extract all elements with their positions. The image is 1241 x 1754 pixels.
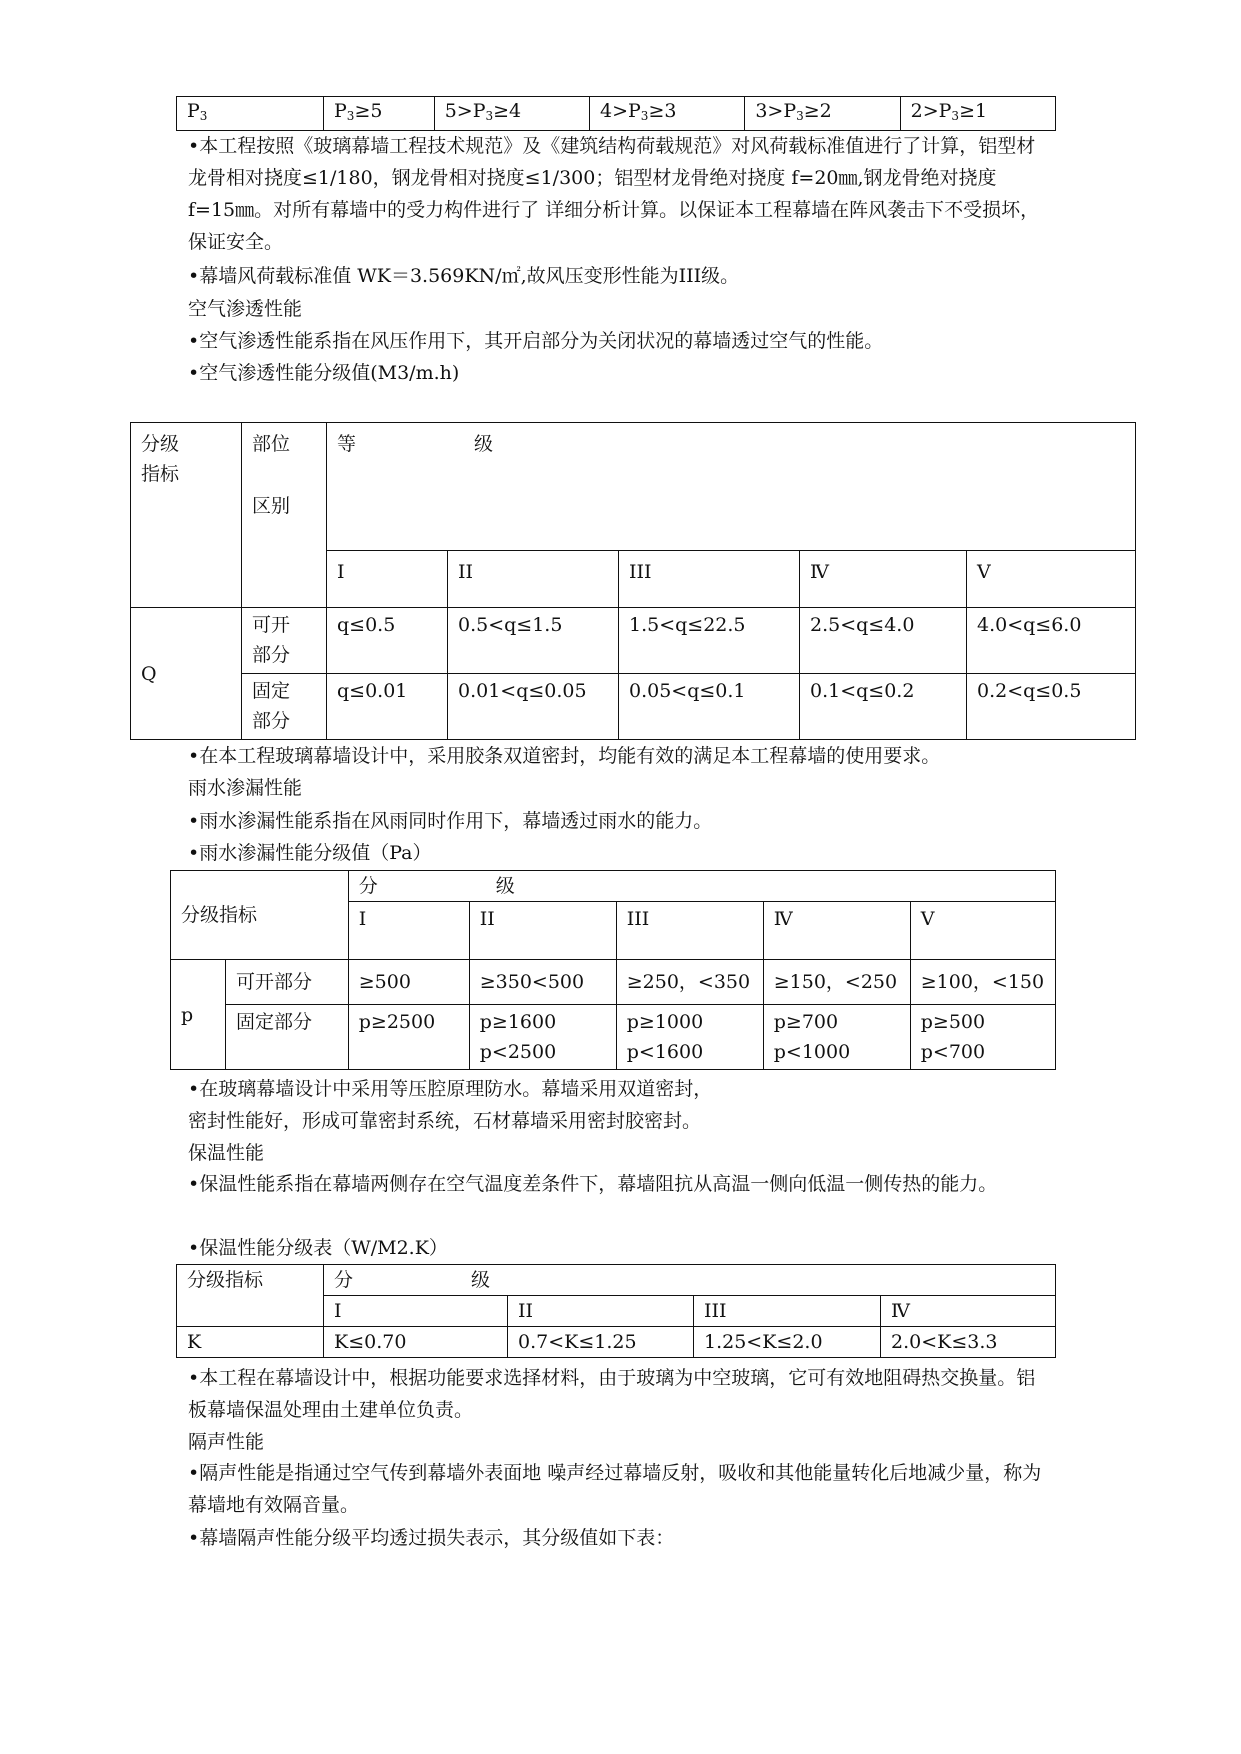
grade-label: I <box>348 902 469 960</box>
wind-paragraph: •本工程按照《玻璃幕墙工程技术规范》及《建筑结构荷载规范》对风荷载标准值进行了计算，铝型材龙骨相对挠度≤1/180，钢龙骨相对挠度≤1/300；铝型材龙骨绝对挠度 f=20㎜,钢龙骨绝对挠度 f=15㎜。对所有幕墙中的受力构件进行了 详细分析计算。以保证本工程幕墙在阵风袭击下不受损坏，保证安全。 <box>188 135 1040 253</box>
grade-label: I <box>324 1296 508 1327</box>
grade-label: Ⅳ <box>800 551 967 608</box>
header-index-cell: 分级指标 <box>177 1265 324 1327</box>
header-part-line2: 区别 <box>252 495 291 517</box>
value-line: p≥700 <box>773 1011 839 1033</box>
value-cell: 1.5<q≤22.5 <box>619 608 800 674</box>
heat-insulation-table <box>176 1264 1056 1358</box>
table-row <box>177 97 1056 131</box>
p3-cell: $P_3\ge 5$ <box>324 97 435 131</box>
header-grade-char1: 分 <box>358 875 378 897</box>
table-row <box>131 674 1136 740</box>
p3-cell: $P_3$ <box>177 97 324 131</box>
value-cell <box>348 1005 469 1070</box>
q-label: Q <box>131 608 242 740</box>
value-cell: 4.0<q≤6.0 <box>967 608 1136 674</box>
header-grade-char1: 分 <box>334 1269 354 1291</box>
value-cell: 1.25<K≤2.0 <box>694 1327 881 1358</box>
air-permeability-table <box>130 422 1136 740</box>
wind-value-line: •幕墙风荷载标准值 WK＝3.569KN/㎡,故风压变形性能为III级。 <box>188 265 740 287</box>
value-cell: ≥250，<350 <box>616 960 763 1005</box>
p3-cell: $4>P_3\ge 3$ <box>590 97 745 131</box>
heat-note: •本工程在幕墙设计中，根据功能要求选择材料，由于玻璃为中空玻璃，它可有效地阻碍热交换量。铝板幕墙保温处理由土建单位负责。 <box>188 1367 1036 1421</box>
grade-label: V <box>910 902 1055 960</box>
header-part-line1: 部位 <box>252 433 291 455</box>
value-cell: 0.7<K≤1.25 <box>508 1327 694 1358</box>
value-cell <box>763 1005 910 1070</box>
p3-cell: $5>P_3\ge 4$ <box>434 97 589 131</box>
open-part-line2: 部分 <box>252 644 291 666</box>
fixed-part-label <box>242 674 327 740</box>
heat-grade-title: •保温性能分级表（W/M2.K） <box>188 1237 448 1259</box>
value-cell: ≥500 <box>348 960 469 1005</box>
value-cell: 0.2<q≤0.5 <box>967 674 1136 740</box>
sound-definition: •隔声性能是指通过空气传到幕墙外表面地 噪声经过幕墙反射，吸收和其他能量转化后地减少量，称为幕墙地有效隔音量。 <box>188 1462 1042 1516</box>
air-heading: 空气渗透性能 <box>188 298 303 320</box>
header-grade-char2: 级 <box>471 1269 491 1291</box>
header-part-cell <box>242 423 327 608</box>
value-cell: 0.05<q≤0.1 <box>619 674 800 740</box>
table-row <box>171 1005 1056 1070</box>
value-line: p<2500 <box>479 1041 557 1063</box>
value-cell: K≤0.70 <box>324 1327 508 1358</box>
rain-definition: •雨水渗漏性能系指在风雨同时作用下，幕墙透过雨水的能力。 <box>188 810 713 832</box>
grade-label: III <box>694 1296 881 1327</box>
header-index-cell <box>131 423 242 608</box>
header-grade-cell <box>327 423 1136 551</box>
grade-label: V <box>967 551 1136 608</box>
value-cell: q≤0.01 <box>327 674 448 740</box>
value-line: p<1000 <box>773 1041 851 1063</box>
grade-label: II <box>448 551 619 608</box>
value-cell: q≤0.5 <box>327 608 448 674</box>
value-line: p≥2500 <box>358 1011 436 1033</box>
p3-table <box>176 96 1056 131</box>
rain-note-2: 密封性能好，形成可靠密封系统，石材幕墙采用密封胶密封。 <box>188 1110 702 1132</box>
rain-leakage-table <box>170 870 1056 1070</box>
table-row <box>171 960 1056 1005</box>
value-line: p≥1000 <box>626 1011 704 1033</box>
value-line: p≥500 <box>920 1011 986 1033</box>
fixed-part-label: 固定部分 <box>226 1005 349 1070</box>
table-row <box>177 1327 1056 1358</box>
p3-cell: $2>P_3\ge 1$ <box>900 97 1055 131</box>
value-cell: 2.5<q≤4.0 <box>800 608 967 674</box>
header-grade-char1: 等 <box>337 433 357 455</box>
open-part-label <box>242 608 327 674</box>
header-index-line1: 分级 <box>141 433 180 455</box>
value-line: p<1600 <box>626 1041 704 1063</box>
p3-cell: $3>P_3\ge 2$ <box>745 97 900 131</box>
table-row <box>131 423 1136 551</box>
k-label: K <box>177 1327 324 1358</box>
heat-heading: 保温性能 <box>188 1142 265 1164</box>
grade-label: II <box>469 902 616 960</box>
header-grade-char2: 级 <box>474 433 494 455</box>
value-cell <box>469 1005 616 1070</box>
grade-label: III <box>616 902 763 960</box>
table-row <box>131 608 1136 674</box>
air-note: •在本工程玻璃幕墙设计中，采用胶条双道密封，均能有效的满足本工程幕墙的使用要求。 <box>188 745 941 767</box>
value-cell: ≥150，<250 <box>763 960 910 1005</box>
value-cell: ≥350<500 <box>469 960 616 1005</box>
value-cell: 0.01<q≤0.05 <box>448 674 619 740</box>
rain-heading: 雨水渗漏性能 <box>188 777 303 799</box>
value-cell: 0.1<q≤0.2 <box>800 674 967 740</box>
value-line: p<700 <box>920 1041 986 1063</box>
fixed-part-line1: 固定 <box>252 680 291 702</box>
value-cell <box>616 1005 763 1070</box>
header-index-line2: 指标 <box>141 463 180 485</box>
open-part-line1: 可开 <box>252 614 291 636</box>
value-cell: 0.5<q≤1.5 <box>448 608 619 674</box>
header-grade-cell <box>324 1265 1056 1296</box>
header-index-cell: 分级指标 <box>171 871 349 960</box>
air-definition: •空气渗透性能系指在风压作用下，其开启部分为关闭状况的幕墙透过空气的性能。 <box>188 330 884 352</box>
value-cell: 2.0<K≤3.3 <box>881 1327 1056 1358</box>
rain-grade-title: •雨水渗漏性能分级值（Pa） <box>188 842 432 864</box>
grade-label: Ⅳ <box>881 1296 1056 1327</box>
air-grade-title: •空气渗透性能分级值(M3/m.h) <box>188 362 460 384</box>
p-label: p <box>171 960 226 1070</box>
grade-label: Ⅳ <box>763 902 910 960</box>
rain-note-1: •在玻璃幕墙设计中采用等压腔原理防水。幕墙采用双道密封， <box>188 1078 713 1100</box>
table-row <box>171 871 1056 902</box>
header-grade-char2: 级 <box>495 875 515 897</box>
heat-definition: •保温性能系指在幕墙两侧存在空气温度差条件下，幕墙阻抗从高温一侧向低温一侧传热的能力。 <box>188 1173 998 1195</box>
sound-grade-title: •幕墙隔声性能分级平均透过损失表示，其分级值如下表： <box>188 1527 675 1549</box>
grade-label: I <box>327 551 448 608</box>
value-cell: ≥100，<150 <box>910 960 1055 1005</box>
fixed-part-line2: 部分 <box>252 710 291 732</box>
value-line: p≥1600 <box>479 1011 557 1033</box>
header-grade-cell <box>348 871 1055 902</box>
value-cell <box>910 1005 1055 1070</box>
table-row <box>177 1265 1056 1296</box>
open-part-label: 可开部分 <box>226 960 349 1005</box>
grade-label: II <box>508 1296 694 1327</box>
grade-label: III <box>619 551 800 608</box>
sound-heading: 隔声性能 <box>188 1431 265 1453</box>
